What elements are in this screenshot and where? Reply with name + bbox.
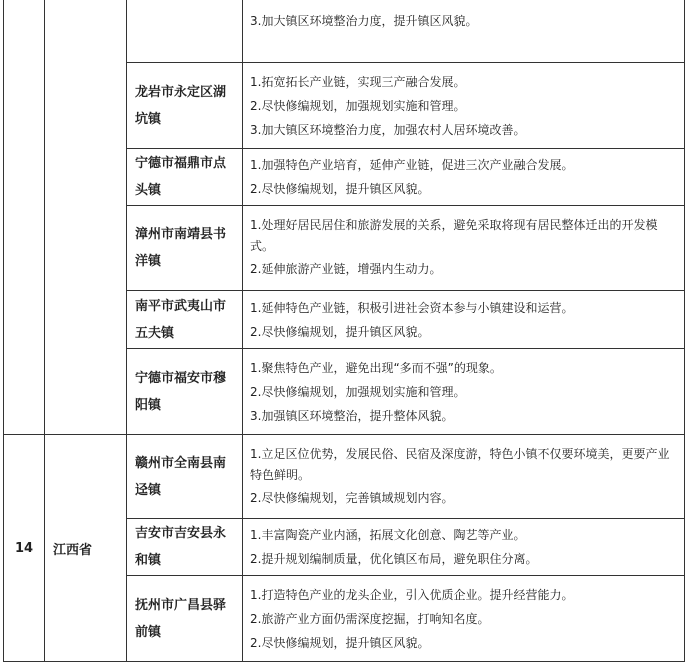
town-name-cell: 抚州市广昌县驿前镇	[127, 576, 243, 662]
recommendation-item: 2.旅游产业方面仍需深度挖掘，打响知名度。	[250, 611, 490, 626]
row-number-cell	[4, 0, 45, 435]
recommendation-item: 2.提升规划编制质量，优化镇区布局，避免职住分离。	[250, 552, 538, 566]
table-row	[4, 0, 685, 63]
recommendations-cell	[243, 291, 685, 349]
recommendations-cell	[243, 349, 685, 435]
town-name-cell: 南平市武夷山市五夫镇	[127, 291, 243, 349]
recommendation-item: 2.尽快修编规划，提升镇区风貌。	[250, 324, 430, 339]
recommendation-item: 2.尽快修编规划，加强规划实施和管理。	[250, 98, 466, 113]
recommendations-cell	[243, 63, 685, 149]
town-name-cell: 龙岩市永定区湖坑镇	[127, 63, 243, 149]
recommendations-cell	[243, 206, 685, 291]
recommendation-item: 3.加大镇区环境整治力度，加强农村人居环境改善。	[250, 122, 526, 137]
province-cell	[45, 0, 127, 435]
row-number-cell: 14	[4, 435, 45, 662]
recommendation-item: 1.拓宽拓长产业链，实现三产融合发展。	[250, 74, 466, 89]
recommendation-item: 2.尽快修编规划，提升镇区风貌。	[250, 182, 430, 196]
recommendation-item: 1.延伸特色产业链，积极引进社会资本参与小镇建设和运营。	[250, 300, 574, 315]
recommendation-item: 3.加强镇区环境整治，提升整体风貌。	[250, 408, 454, 423]
town-name-cell: 漳州市南靖县书洋镇	[127, 206, 243, 291]
recommendation-item: 1.立足区位优势，发展民俗、民宿及深度游，特色小镇不仅要环境美，更要产业特色鲜明。	[250, 446, 670, 482]
town-name-cell: 宁德市福安市穆阳镇	[127, 349, 243, 435]
recommendations-cell	[243, 0, 685, 63]
province-cell: 江西省	[45, 435, 127, 662]
recommendation-item: 2.尽快修编规划，提升镇区风貌。	[250, 635, 430, 650]
town-name-cell: 宁德市福鼎市点头镇	[127, 149, 243, 206]
recommendations-cell	[243, 149, 685, 206]
recommendation-item: 1.聚焦特色产业，避免出现“多而不强”的现象。	[250, 360, 502, 375]
recommendation-item: 2.尽快修编规划，完善镇域规划内容。	[250, 490, 454, 505]
recommendations-cell	[243, 576, 685, 662]
policy-table-jiangxi	[3, 434, 685, 662]
town-name-cell: 吉安市吉安县永和镇	[127, 519, 243, 576]
recommendation-item: 1.打造特色产业的龙头企业，引入优质企业。提升经营能力。	[250, 587, 574, 602]
town-name-cell: 赣州市全南县南迳镇	[127, 435, 243, 519]
policy-table	[3, 0, 685, 435]
recommendation-item: 1.丰富陶瓷产业内涵，拓展文化创意、陶艺等产业。	[250, 528, 526, 542]
recommendation-item: 1.加强特色产业培育，延伸产业链，促进三次产业融合发展。	[250, 158, 574, 172]
recommendations-cell	[243, 519, 685, 576]
town-name-cell	[127, 0, 243, 63]
recommendation-item: 2.延伸旅游产业链，增强内生动力。	[250, 262, 442, 276]
recommendation-item: 1.处理好居民居住和旅游发展的关系，避免采取将现有居民整体迁出的开发模式。	[250, 218, 658, 253]
recommendation-item: 2.尽快修编规划，加强规划实施和管理。	[250, 384, 466, 399]
recommendation-item: 3.加大镇区环境整治力度，提升镇区风貌。	[250, 14, 478, 28]
recommendations-cell	[243, 435, 685, 519]
table-row	[4, 435, 685, 519]
